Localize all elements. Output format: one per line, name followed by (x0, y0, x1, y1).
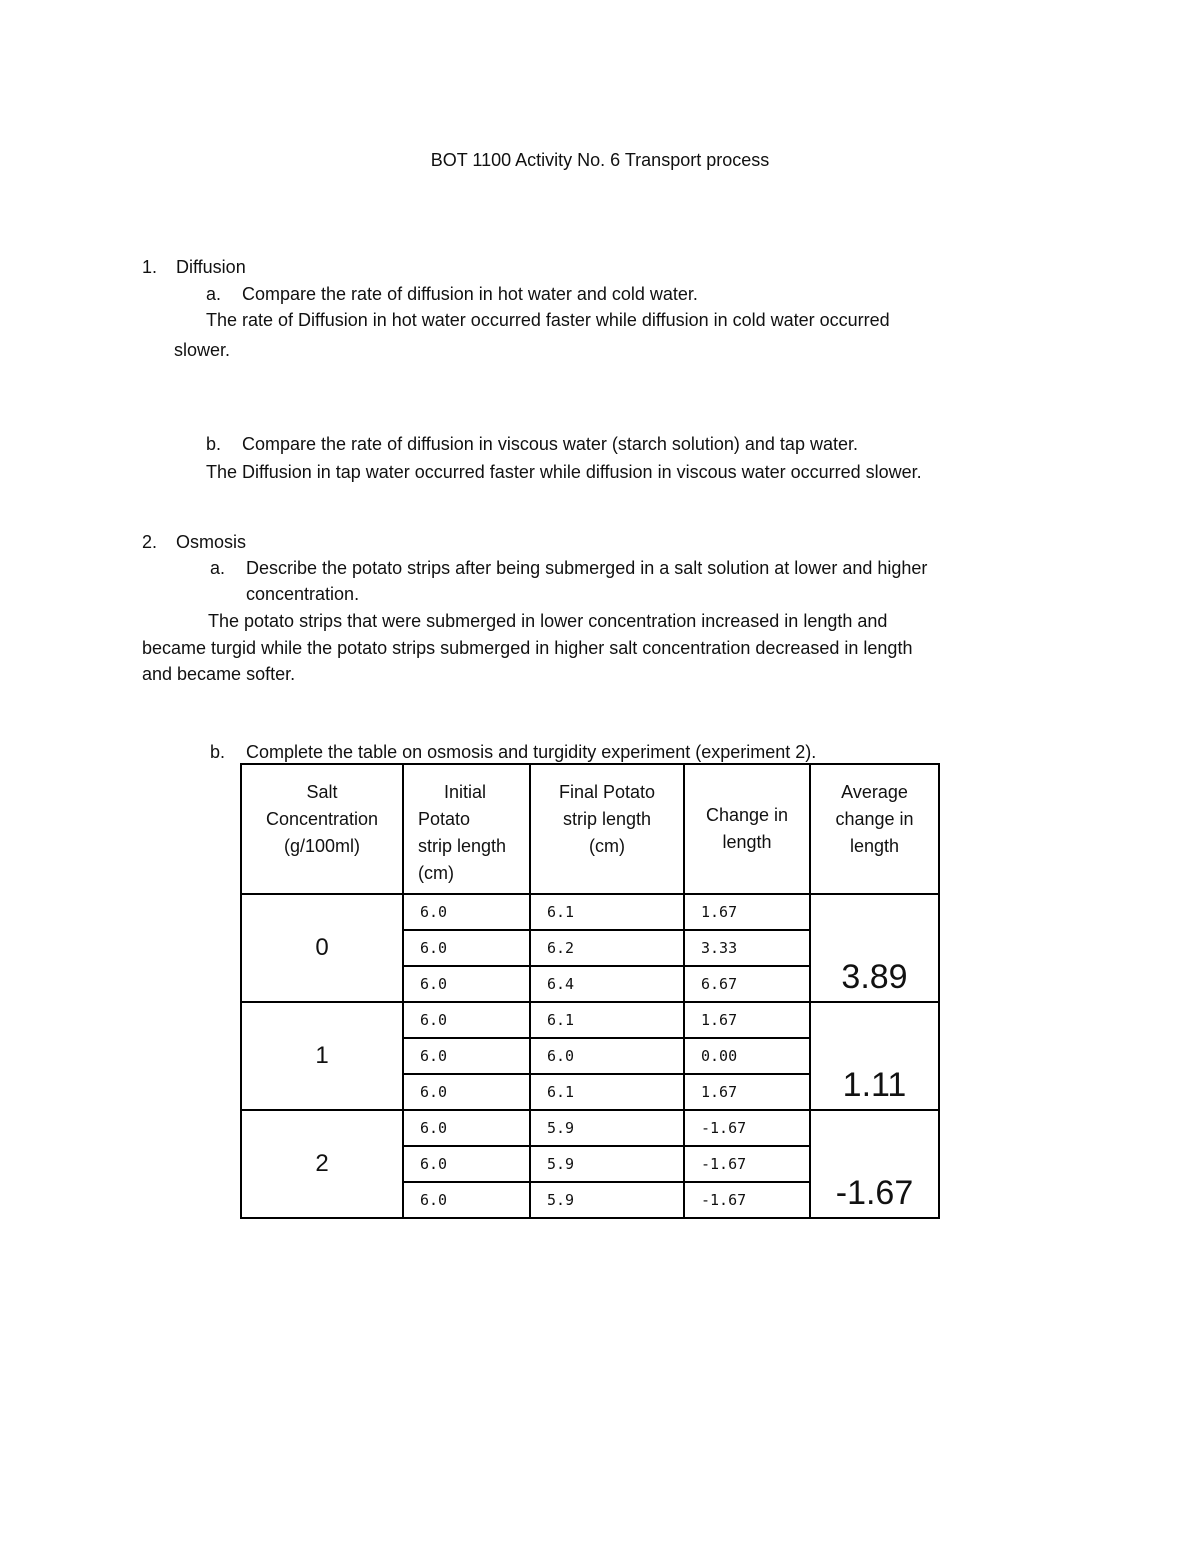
final-length-cell: 5.9 (530, 1110, 684, 1146)
change-cell: 3.33 (684, 930, 810, 966)
item-letter: b. (210, 742, 226, 762)
section-heading: Diffusion (176, 257, 246, 277)
table-row (241, 1002, 939, 1038)
initial-length-cell: 6.0 (403, 1074, 530, 1110)
final-length-cell: 6.1 (530, 894, 684, 930)
initial-length-cell: 6.0 (403, 894, 530, 930)
section-number: 2. (142, 532, 158, 552)
initial-length-cell: 6.0 (403, 966, 530, 1002)
initial-length-cell: 6.0 (403, 1146, 530, 1182)
final-length-cell: 6.4 (530, 966, 684, 1002)
question-text: Compare the rate of diffusion in hot water and cold water. (242, 284, 698, 304)
table-row (241, 894, 939, 930)
osmosis-results-table (240, 763, 940, 1219)
change-cell: 1.67 (684, 1074, 810, 1110)
change-cell: 0.00 (684, 1038, 810, 1074)
change-cell: -1.67 (684, 1146, 810, 1182)
header-change-in-length: Change in length (684, 764, 810, 894)
final-length-cell: 5.9 (530, 1182, 684, 1218)
change-cell: 6.67 (684, 966, 810, 1002)
answer-text: and became softer. (142, 664, 296, 684)
final-length-cell: 6.1 (530, 1074, 684, 1110)
answer-text: The potato strips that were submerged in lower concentration increased in length and (208, 611, 888, 631)
question-text: Complete the table on osmosis and turgidity experiment (experiment 2). (246, 742, 817, 762)
header-salt-concentration: Salt Concentration (g/100ml) (241, 764, 403, 894)
change-cell: -1.67 (684, 1110, 810, 1146)
change-cell: 1.67 (684, 1002, 810, 1038)
section-number: 1. (142, 257, 158, 277)
final-length-cell: 6.1 (530, 1002, 684, 1038)
concentration-cell: 1 (241, 1002, 403, 1110)
header-final-length: Final Potato strip length (cm) (530, 764, 684, 894)
table-header-row (241, 764, 939, 894)
answer-text: The Diffusion in tap water occurred faster while diffusion in viscous water occurred slower. (206, 462, 922, 482)
initial-length-cell: 6.0 (403, 1038, 530, 1074)
question-text: Compare the rate of diffusion in viscous water (starch solution) and tap water. (242, 434, 858, 454)
concentration-cell: 0 (241, 894, 403, 1002)
initial-length-cell: 6.0 (403, 1182, 530, 1218)
item-letter: a. (206, 284, 222, 304)
final-length-cell: 5.9 (530, 1146, 684, 1182)
header-average-change: Average change in length (810, 764, 939, 894)
initial-length-cell: 6.0 (403, 1110, 530, 1146)
change-cell: 1.67 (684, 894, 810, 930)
average-change-cell: -1.67 (810, 1110, 939, 1218)
final-length-cell: 6.2 (530, 930, 684, 966)
header-initial-length: Initial Potato strip length (cm) (403, 764, 530, 894)
concentration-cell: 2 (241, 1110, 403, 1218)
item-letter: a. (210, 558, 226, 578)
section-heading: Osmosis (176, 532, 247, 552)
average-change-cell: 3.89 (810, 894, 939, 1002)
item-letter: b. (206, 434, 222, 454)
answer-text: The rate of Diffusion in hot water occurred faster while diffusion in cold water occurred (206, 310, 890, 330)
table-row (241, 1110, 939, 1146)
answer-text: slower. (174, 340, 231, 360)
change-cell: -1.67 (684, 1182, 810, 1218)
question-text: Describe the potato strips after being submerged in a salt solution at lower and higher (246, 558, 928, 578)
document-title: BOT 1100 Activity No. 6 Transport process (430, 150, 770, 170)
question-text: concentration. (246, 584, 360, 604)
average-change-cell: 1.11 (810, 1002, 939, 1110)
initial-length-cell: 6.0 (403, 930, 530, 966)
initial-length-cell: 6.0 (403, 1002, 530, 1038)
answer-text: became turgid while the potato strips submerged in higher salt concentration decreased in length (142, 638, 913, 658)
final-length-cell: 6.0 (530, 1038, 684, 1074)
